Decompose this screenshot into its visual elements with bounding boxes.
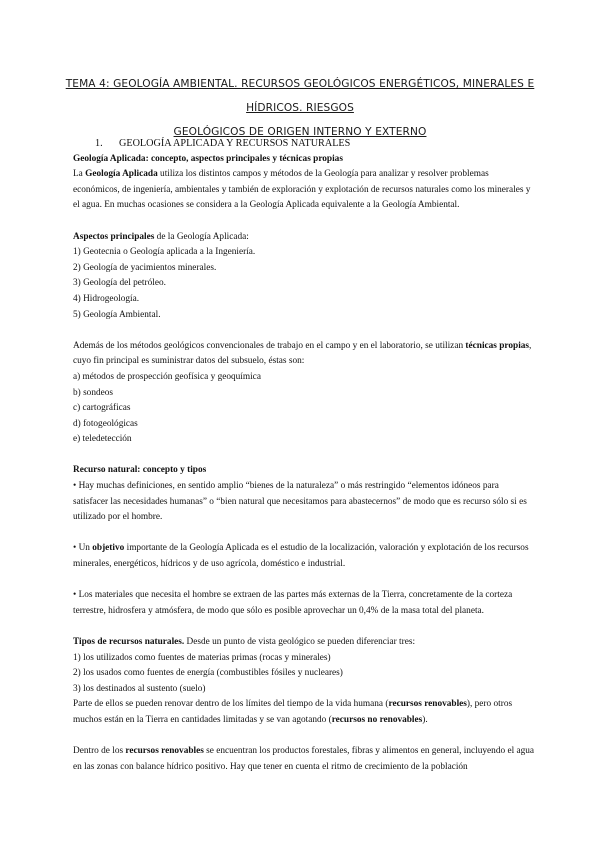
text-run: ), pero otros muchos están en la Tierra en cantidades limitadas y se van agotando ( [73, 699, 513, 725]
bold-term: objetivo [92, 543, 125, 554]
list-item: c) cartográficas [73, 403, 131, 414]
text-run: de la Geología Aplicada: [154, 231, 249, 242]
section-title: GEOLOGÍA APLICADA Y RECURSOS NATURALES [119, 138, 351, 149]
list-item: 1) Geotecnia o Geología aplicada a la Ingeniería. [73, 247, 256, 258]
tecnicas-paragraph [73, 339, 535, 370]
final-paragraph [73, 744, 535, 775]
geo-aplicada-paragraph [73, 167, 535, 214]
list-item: a) métodos de prospección geofísica y geoquímica [73, 371, 261, 382]
bold-term: técnicas propias [465, 340, 530, 351]
text-run: • Un [73, 543, 93, 554]
aspectos-intro [73, 230, 535, 246]
list-item: d) fotogeológicas [73, 418, 138, 429]
text-run: , cuyo fin principal es suministrar datos del subsuelo, éstas son: [73, 340, 532, 367]
section-number: 1. [95, 138, 103, 149]
section-heading [95, 136, 535, 152]
list-item: 3) los destinados al sustento (suelo) [73, 683, 206, 694]
subheading-text: Recurso natural: concepto y tipos [73, 465, 207, 476]
bullet-paragraph [73, 541, 535, 572]
list-item: 2) los usados como fuentes de energía (combustibles fósiles y nucleares) [73, 668, 343, 679]
text-run: Además de los métodos geológicos convencionales de trabajo en el campo y en el laboratorio, se utilizan [73, 340, 466, 351]
bold-term: Tipos de recursos naturales. [73, 637, 185, 647]
list-item: b) sondeos [73, 387, 114, 398]
title-line-1: TEMA 4: GEOLOGÍA AMBIENTAL. RECURSOS GEOLÓGICOS ENERGÉTICOS, MINERALES E HÍDRICOS. RIESGOS [65, 78, 535, 114]
renovables-paragraph [73, 697, 535, 728]
text-run: utiliza los distintos campos y métodos de la Geología para analizar y resolver problemas económicos, de ingeniería, ambientales y también de exploración y explotación de recursos naturales como los minerales y el agua. En muchas ocasiones se considera a la Geología Aplicada equivalente a la Geología Ambiental. [73, 169, 531, 211]
geo-aplicada-subheading [73, 152, 535, 168]
tipos-intro [73, 635, 535, 651]
text-run: se encuentran los productos forestales, fibras y alimentos en general, incluyendo el agua en las zonas con balance hídrico positivo. Hay que tener en cuenta el ritmo de crecimiento de la población [73, 746, 535, 772]
text-run: Parte de ellos se pueden renovar dentro de los límites del tiempo de la vida humana ( [73, 699, 389, 710]
document-body [73, 136, 535, 775]
bold-term: recursos renovables [388, 699, 467, 710]
bold-term: Aspectos principales [73, 231, 155, 242]
list-item: 5) Geología Ambiental. [73, 309, 161, 320]
list-item: 1) los utilizados como fuentes de materias primas (rocas y minerales) [73, 652, 331, 663]
list-item: 2) Geología de yacimientos minerales. [73, 262, 217, 273]
list-item: e) teledetección [73, 434, 132, 445]
text-run: Desde un punto de vista geológico se pueden diferenciar tres: [184, 637, 416, 647]
bold-term: recursos no renovables [331, 714, 423, 725]
text-run: ). [422, 714, 428, 725]
list-item: 4) Hidrogeología. [73, 293, 140, 304]
list-item: 3) Geología del petróleo. [73, 278, 166, 289]
document-title [60, 72, 540, 144]
subheading-text: Geología Aplicada: concepto, aspectos principales y técnicas propias [73, 153, 343, 164]
title-line-2: GEOLÓGICOS DE ORIGEN INTERNO Y EXTERNO [173, 126, 427, 138]
bold-term: recursos renovables [125, 746, 204, 757]
bullet-paragraph: • Los materiales que necesita el hombre se extraen de las partes más externas de la Tierra, concretamente de la corteza terrestre, hidrosfera y atmósfera, de modo que sólo es posible aprovechar un 0,4% de la masa total del planeta. [73, 590, 513, 616]
text-run: Dentro de los [73, 746, 126, 757]
text-run: La [73, 169, 86, 180]
text-run: importante de la Geología Aplicada es el estudio de la localización, valoración y explotación de los recursos minerales, energéticos, hídricos y de uso agrícola, doméstico e industrial. [73, 543, 529, 570]
bold-term: Geología Aplicada [85, 169, 158, 180]
bullet-paragraph: • Hay muchas definiciones, en sentido amplio “bienes de la naturaleza” o más restringido “elementos idóneos para satisfacer las necesidades humanas” o “bien natural que necesitamos para abastecernos” de modo que es recurso sólo si es utilizado por el hombre. [73, 481, 527, 523]
recurso-subheading [73, 463, 535, 479]
